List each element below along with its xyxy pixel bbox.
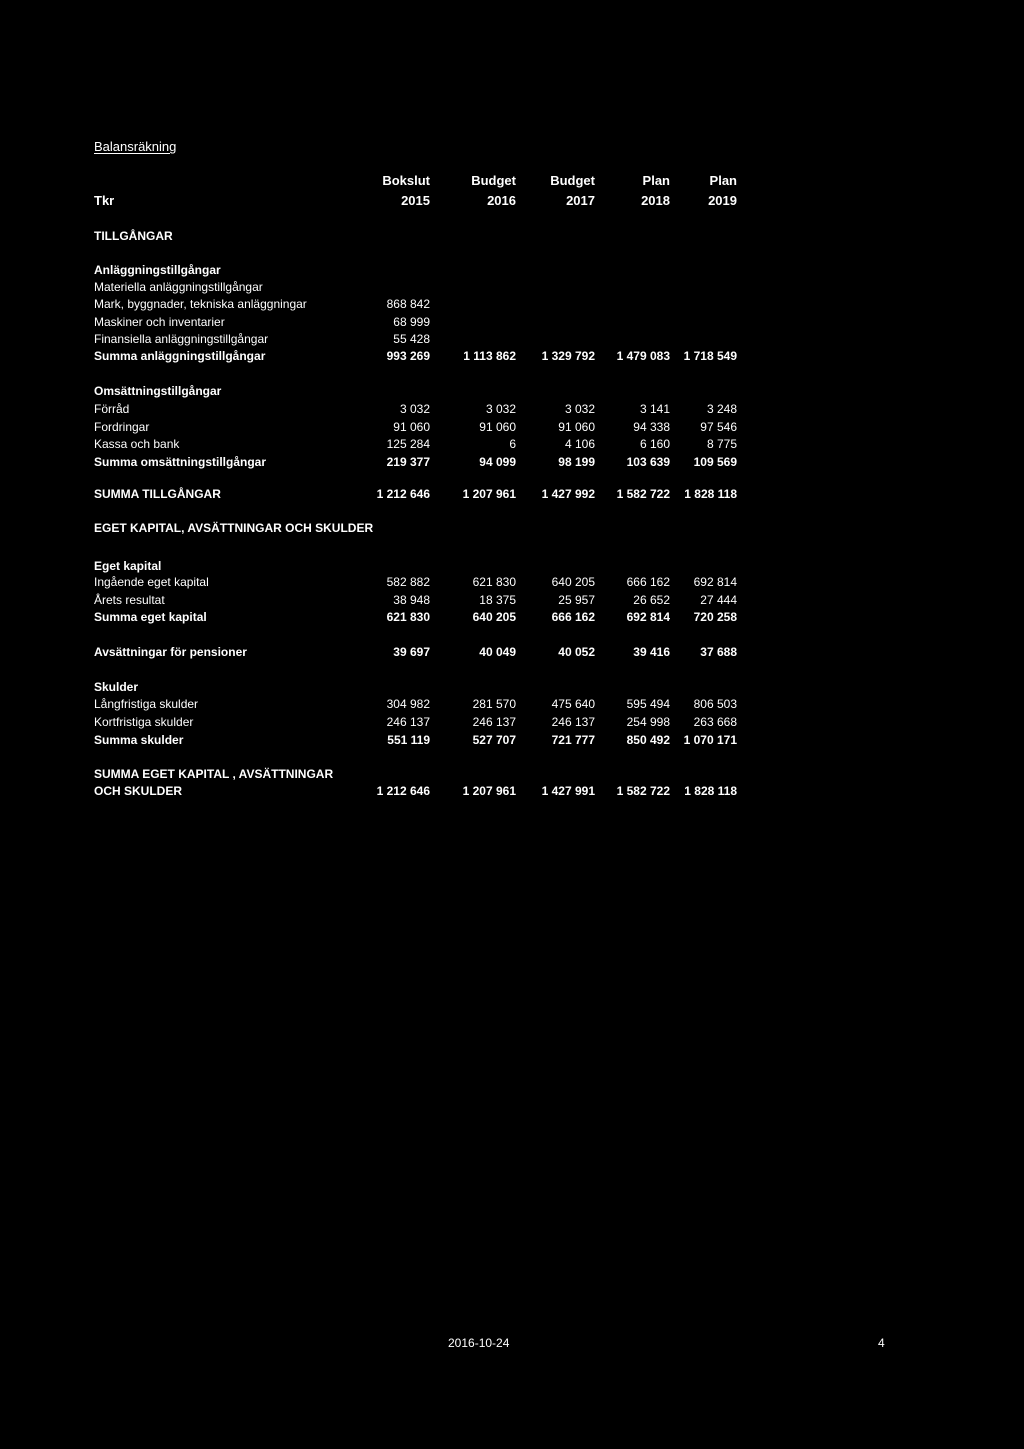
cell-value: 720 258: [693, 610, 737, 624]
cell-value: 68 999: [393, 315, 430, 329]
cell-value: 1 828 118: [684, 487, 737, 501]
row-label: Anläggningstillgångar: [94, 263, 221, 277]
cell-value: 1 718 549: [683, 349, 737, 363]
cell-value: 1 582 722: [616, 487, 670, 501]
row-label: Ingående eget kapital: [94, 575, 209, 589]
cell-value: 621 830: [386, 610, 430, 624]
column-header-2018-type: Plan: [642, 173, 670, 188]
table-row: [0, 575, 1024, 593]
cell-value: 1 207 961: [462, 784, 516, 798]
cell-value: 1 427 992: [541, 487, 595, 501]
row-label: SUMMA EGET KAPITAL , AVSÄTTNINGAR: [94, 767, 334, 781]
cell-value: 1 828 118: [684, 784, 737, 798]
cell-value: 621 830: [472, 575, 516, 589]
cell-value: 3 032: [399, 402, 430, 416]
cell-value: 1 212 646: [376, 784, 430, 798]
row-label: TILLGÅNGAR: [94, 229, 173, 243]
cell-value: 1 427 991: [541, 784, 595, 798]
cell-value: 91 060: [479, 420, 516, 434]
table-row: [0, 487, 1024, 505]
cell-value: 527 707: [472, 733, 516, 747]
table-row: [0, 697, 1024, 715]
cell-value: 868 842: [386, 297, 430, 311]
cell-value: 8 775: [706, 437, 737, 451]
column-header-2015-year: 2015: [401, 193, 430, 208]
cell-value: 246 137: [472, 715, 516, 729]
cell-value: 692 814: [693, 575, 737, 589]
cell-value: 109 569: [693, 455, 737, 469]
table-row: [0, 349, 1024, 367]
cell-value: 666 162: [551, 610, 595, 624]
table-row: [0, 610, 1024, 628]
row-label: Skulder: [94, 680, 139, 694]
cell-value: 1 113 862: [463, 349, 516, 363]
table-row: [0, 455, 1024, 473]
cell-value: 3 141: [639, 402, 670, 416]
cell-value: 27 444: [700, 593, 737, 607]
cell-value: 91 060: [393, 420, 430, 434]
cell-value: 94 099: [479, 455, 516, 469]
cell-value: 4 106: [564, 437, 595, 451]
row-label: Summa eget kapital: [94, 610, 207, 624]
table-row: [0, 715, 1024, 733]
cell-value: 6 160: [639, 437, 670, 451]
column-header-2018-year: 2018: [641, 193, 670, 208]
table-row: [0, 263, 1024, 281]
cell-value: 39 697: [393, 645, 430, 659]
row-label: Finansiella anläggningstillgångar: [94, 332, 269, 346]
cell-value: 97 546: [700, 420, 737, 434]
cell-value: 6: [509, 437, 516, 451]
cell-value: 246 137: [386, 715, 430, 729]
cell-value: 850 492: [626, 733, 670, 747]
column-header-row-1: [0, 173, 1024, 191]
row-label: SUMMA TILLGÅNGAR: [94, 487, 221, 501]
column-header-row-2: [0, 193, 1024, 211]
table-row: [0, 280, 1024, 298]
row-label: Summa anläggningstillgångar: [94, 349, 266, 363]
cell-value: 25 957: [558, 593, 595, 607]
cell-value: 37 688: [700, 645, 737, 659]
row-label: Maskiner och inventarier: [94, 315, 225, 329]
column-header-2016-type: Budget: [471, 173, 516, 188]
table-row: [0, 437, 1024, 455]
column-header-2016-year: 2016: [487, 193, 516, 208]
row-label: Långfristiga skulder: [94, 697, 199, 711]
cell-value: 40 052: [558, 645, 595, 659]
column-header-2017-type: Budget: [550, 173, 595, 188]
table-row: [0, 593, 1024, 611]
table-row: [0, 332, 1024, 350]
row-label: Årets resultat: [94, 593, 165, 607]
table-row: [0, 384, 1024, 402]
table-row: [0, 402, 1024, 420]
cell-value: 103 639: [626, 455, 670, 469]
cell-value: 1 329 792: [541, 349, 595, 363]
row-label: Avsättningar för pensioner: [94, 645, 247, 659]
column-header-2019-year: 2019: [708, 193, 737, 208]
cell-value: 254 998: [626, 715, 670, 729]
cell-value: 281 570: [472, 697, 516, 711]
row-label: Summa skulder: [94, 733, 184, 747]
cell-value: 993 269: [386, 349, 430, 363]
cell-value: 1 070 171: [683, 733, 737, 747]
cell-value: 98 199: [558, 455, 595, 469]
cell-value: 551 119: [387, 733, 430, 747]
cell-value: 1 479 083: [616, 349, 670, 363]
cell-value: 39 416: [633, 645, 670, 659]
column-header-2015-type: Bokslut: [382, 173, 430, 188]
cell-value: 1 582 722: [616, 784, 670, 798]
document-title: Balansräkning: [94, 139, 177, 154]
cell-value: 55 428: [393, 332, 430, 346]
table-row: [0, 645, 1024, 663]
footer-date: 2016-10-24: [448, 1336, 510, 1350]
table-row: [0, 784, 1024, 802]
cell-value: 38 948: [393, 593, 430, 607]
cell-value: 3 248: [706, 402, 737, 416]
row-label: Eget kapital: [94, 559, 162, 573]
cell-value: 806 503: [693, 697, 737, 711]
row-label: Förråd: [94, 402, 130, 416]
row-label: Mark, byggnader, tekniska anläggningar: [94, 297, 307, 311]
row-label: Summa omsättningstillgångar: [94, 455, 267, 469]
cell-value: 40 049: [479, 645, 516, 659]
cell-value: 640 205: [472, 610, 516, 624]
row-label: EGET KAPITAL, AVSÄTTNINGAR OCH SKULDER: [94, 521, 374, 535]
column-header-2017-year: 2017: [566, 193, 595, 208]
cell-value: 475 640: [551, 697, 595, 711]
cell-value: 125 284: [386, 437, 430, 451]
cell-value: 640 205: [551, 575, 595, 589]
cell-value: 263 668: [693, 715, 737, 729]
cell-value: 1 207 961: [462, 487, 516, 501]
row-label: Materiella anläggningstillgångar: [94, 280, 263, 294]
cell-value: 582 882: [386, 575, 430, 589]
cell-value: 692 814: [626, 610, 670, 624]
cell-value: 1 212 646: [376, 487, 430, 501]
row-label: Fordringar: [94, 420, 150, 434]
cell-value: 246 137: [551, 715, 595, 729]
cell-value: 595 494: [626, 697, 670, 711]
table-row: [0, 521, 1024, 539]
cell-value: 3 032: [485, 402, 516, 416]
row-label: Kassa och bank: [94, 437, 180, 451]
cell-value: 304 982: [386, 697, 430, 711]
table-row: [0, 229, 1024, 247]
table-row: [0, 420, 1024, 438]
column-header-2019-type: Plan: [709, 173, 737, 188]
cell-value: 94 338: [633, 420, 670, 434]
cell-value: 26 652: [633, 593, 670, 607]
cell-value: 721 777: [551, 733, 595, 747]
table-row: [0, 315, 1024, 333]
row-label: OCH SKULDER: [94, 784, 183, 798]
row-label: Omsättningstillgångar: [94, 384, 222, 398]
page-number: 4: [878, 1336, 885, 1350]
cell-value: 18 375: [479, 593, 516, 607]
cell-value: 219 377: [386, 455, 430, 469]
cell-value: 91 060: [558, 420, 595, 434]
table-row: [0, 733, 1024, 751]
cell-value: 3 032: [564, 402, 595, 416]
table-row: [0, 680, 1024, 698]
row-label: Kortfristiga skulder: [94, 715, 194, 729]
table-row: [0, 767, 1024, 785]
table-row: [0, 297, 1024, 315]
cell-value: 666 162: [626, 575, 670, 589]
unit-label: Tkr: [94, 193, 115, 208]
